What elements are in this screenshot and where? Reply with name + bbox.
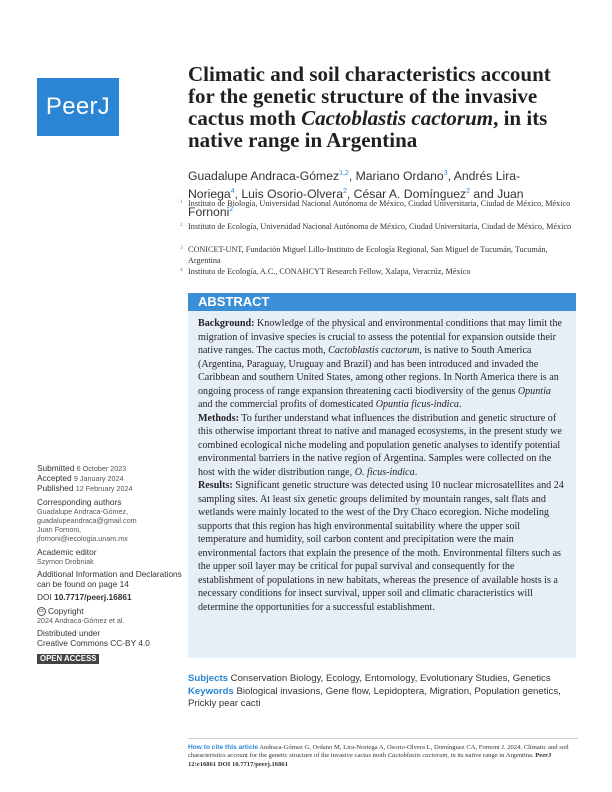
author-name[interactable]: Guadalupe Andraca-Gómez — [188, 169, 340, 184]
abstract-text: , is native to South America (Argentina, Paraguay, Uruguay and Brazil) and has been introduced and invaded the Caribbean and southern United States, among other regions. In North America there is an ongoing process of range expansion threatening cacti biodiversity of the genus — [198, 345, 559, 397]
affiliation-num: 2 — [180, 222, 183, 228]
editor-label: Academic editor — [37, 546, 97, 557]
corresponding-email[interactable]: jfornoni@iecologia.unam.mx — [37, 534, 128, 544]
abstract-text: To further understand what influences the distribution and genetic structure of this otherwise important threat to native and managed ecosystems, in the present study we combined ecological niche modeling and population genetic analyses to identify potential environmental barriers in the native region of Argentina. Samples were collected on the host with the wider distribution range, — [198, 412, 562, 478]
species-name: Cactoblastis cactorum — [328, 345, 420, 356]
license-label: Distributed under — [37, 628, 101, 639]
corresponding-email[interactable]: guadalupeandraca@gmail.com — [37, 516, 137, 526]
published-label: Published — [37, 483, 74, 494]
accepted-date: 9 January 2024 — [73, 474, 124, 484]
author-name[interactable]: Juan Fornoni — [188, 187, 524, 220]
author-affil-sup: 3 — [443, 170, 448, 177]
additional-info-link[interactable]: Additional Information and Declarations can be found on page 14 — [37, 569, 182, 590]
doi-link[interactable]: 10.7717/peerj.16861 — [54, 592, 132, 603]
author-name[interactable]: César A. Domínguez — [353, 187, 467, 202]
title-part-2: , in its native range in Argentina — [188, 106, 548, 152]
article-sidebar — [37, 463, 182, 664]
author-sep: and — [470, 187, 498, 202]
author-sep: , — [447, 169, 454, 184]
doi-line — [37, 592, 182, 602]
submitted-label: Submitted — [37, 463, 75, 473]
affiliation — [180, 267, 580, 278]
cite-text: Andraca-Gómez G, Ordano M, Lira-Noriega A, Osorio-Olvera L, Domínguez CA, Fornoni J. 2024. Climatic and soil characteristics account for the genetic structure of the invasive cactus moth — [188, 744, 569, 760]
author-name[interactable]: Mariano Ordano — [355, 169, 444, 184]
doi-label: DOI — [37, 592, 52, 603]
cite-species: Cactoblastis cactorum — [387, 752, 448, 760]
affiliation-text: CONICET-UNT, Fundación Miguel Lillo-Instituto de Ecología Regional, San Miguel de Tucumán, Tucumán, Argentina — [188, 245, 548, 265]
author-affil-sup: 1,2 — [339, 170, 349, 177]
citation-divider — [188, 738, 578, 739]
license — [37, 628, 182, 648]
abstract-methods — [198, 412, 568, 480]
author-sep: , — [234, 187, 242, 202]
affiliation-text: Instituto de Biología, Universidad Nacional Autónoma de México, Ciudad Universitaria, Ciudad de México, México — [188, 199, 571, 208]
abstract-text: Knowledge of the physical and environmental conditions that may limit the migration of invasive species is crucial to assess the potential for expansion outside their native ranges. The cactus moth, — [198, 318, 562, 356]
author-affil-sup: 4 — [230, 188, 235, 196]
author-affil-sup: 2 — [466, 188, 471, 196]
accepted-line — [37, 473, 182, 483]
author-name[interactable]: Luis Osorio-Olvera — [241, 187, 343, 202]
title-part-1: Climatic and soil characteristics account for the genetic structure of the invasive cactus moth — [188, 62, 551, 130]
cite-text: , in its native range in Argentina. — [447, 752, 536, 760]
keywords-line — [188, 686, 578, 711]
abstract-background — [198, 317, 568, 412]
cite-doi[interactable]: PeerJ 12:e16861 DOI 10.7717/peerj.16861 — [188, 752, 552, 768]
affiliation — [180, 245, 580, 266]
subjects-label: Subjects — [188, 673, 228, 684]
submitted-line — [37, 463, 182, 473]
corresponding-authors — [37, 497, 182, 544]
author-affil-sup: 2 — [229, 206, 234, 214]
corresponding-name: Juan Fornoni, — [37, 525, 81, 535]
copyright — [37, 606, 182, 626]
keywords-value: Biological invasions, Gene flow, Lepidoptera, Migration, Population genetics, Prickly pear cacti — [188, 685, 561, 709]
title-species: Cactoblastis cactorum — [301, 106, 494, 130]
published-line — [37, 483, 182, 493]
species-name: O. ficus-indica — [354, 466, 415, 478]
affiliation-num: 1 — [180, 199, 183, 205]
submitted-date: 6 October 2023 — [76, 464, 127, 473]
peerj-logo: PeerJ — [37, 78, 119, 136]
copyright-holder: 2024 Andraca-Gómez et al. — [37, 615, 125, 625]
editor-name: Szymon Drobniak — [37, 556, 94, 566]
dates — [37, 463, 182, 494]
abstract-results — [198, 479, 568, 614]
affiliation — [180, 199, 580, 210]
subjects-keywords — [188, 673, 578, 711]
methods-label: Methods: — [198, 412, 239, 424]
author-affil-sup: 2 — [342, 188, 347, 196]
author-sep: , — [348, 169, 356, 184]
background-label: Background: — [198, 318, 255, 329]
species-name: Opuntia ficus-indica — [375, 399, 459, 410]
subjects-value: Conservation Biology, Ecology, Entomology, Evolutionary Studies, Genetics — [230, 673, 551, 684]
affiliation-num: 4 — [180, 267, 183, 273]
abstract-text: and the commercial profits of domesticated — [198, 399, 376, 410]
affiliation — [180, 222, 580, 233]
open-access-badge: OPEN ACCESS — [37, 654, 99, 664]
academic-editor — [37, 547, 182, 566]
author-sep: , — [346, 187, 354, 202]
copyright-label: Copyright — [48, 605, 84, 616]
author-list — [188, 166, 568, 220]
corresponding-label: Corresponding authors — [37, 496, 122, 507]
published-date: 12 February 2024 — [75, 484, 133, 494]
affiliation-num: 3 — [180, 245, 183, 251]
abstract-text: . — [458, 399, 462, 410]
creative-commons-icon: cc — [39, 607, 44, 614]
article-title — [188, 63, 578, 151]
accepted-label: Accepted — [37, 473, 72, 484]
affiliation-text: Instituto de Ecología, Universidad Nacional Autónoma de México, Ciudad Universitaria, Ciudad de México, México — [188, 222, 572, 231]
cite-label: How to cite this article — [188, 744, 258, 751]
keywords-label: Keywords — [188, 685, 234, 697]
how-to-cite — [188, 744, 578, 769]
abstract-heading: ABSTRACT — [188, 293, 576, 311]
affiliation-text: Instituto de Ecología, A.C., CONAHCYT Research Fellow, Xalapa, Veracrúz, México — [188, 267, 471, 276]
subjects-line — [188, 673, 578, 686]
abstract-text: . — [414, 466, 418, 478]
license-link[interactable]: Creative Commons CC-BY 4.0 — [37, 638, 150, 649]
abstract-text: Significant genetic structure was detected using 10 nuclear microsatellites and 24 sampling sites. At least six genetic groups delimited by mountain ranges, salt flats and wetlands were mainly located to the west of the Dry Chaco ecoregion. Niche modeling supports that this region has high environmental suitability where the upper soil temperature and humidity, soil carbon content and precipitation were the main environmental factors that explain the presence of the moth. Environmental filters such as the upper soil layer may be critical for pupal survival and consequently for the establishment of populations in new habitats, whereas the presence of available hosts is a necessary conditions for insect survival, upper soil and climatic characteristics will determine the opportunities for a successful establishment. — [198, 480, 564, 613]
corresponding-name: Guadalupe Andraca-Gómez, — [37, 506, 129, 516]
genus-name: Opuntia — [517, 385, 551, 397]
abstract-body — [188, 311, 576, 658]
results-label: Results: — [198, 480, 233, 491]
author-name[interactable]: Andrés Lira-Noriega — [188, 169, 521, 202]
